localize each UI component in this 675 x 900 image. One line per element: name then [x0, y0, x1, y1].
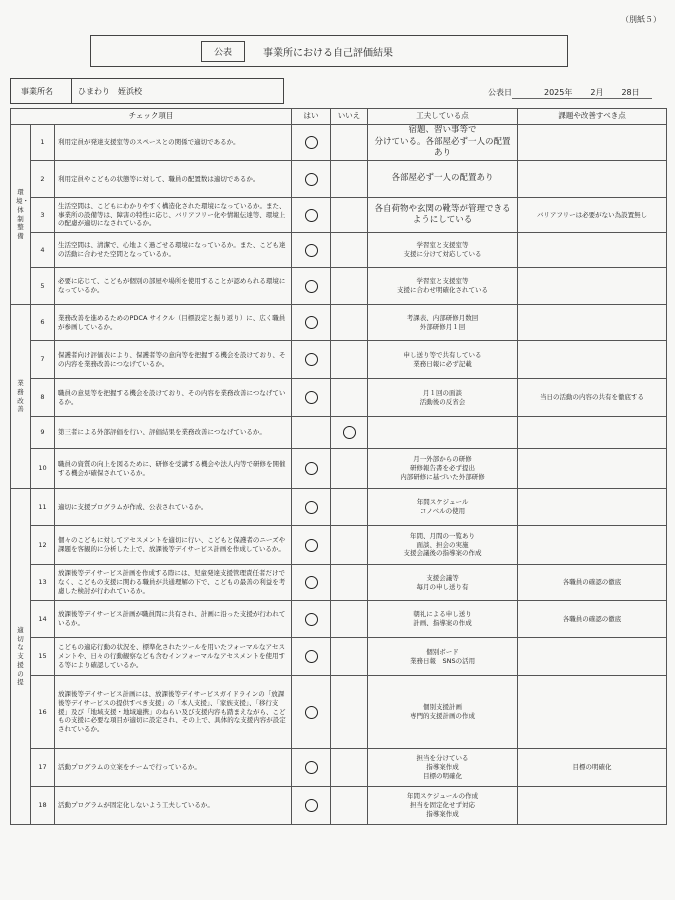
yes-answer: [292, 489, 331, 526]
work-line: 支援会議後の指導案の作成: [403, 549, 482, 558]
table-row: [11, 489, 667, 526]
no-answer: [331, 417, 368, 449]
issue-text: [518, 268, 667, 305]
circle-mark: [305, 761, 318, 774]
no-answer: [331, 198, 368, 233]
circle-mark: [305, 391, 318, 404]
circle-mark: [305, 353, 318, 366]
table-row: [11, 379, 667, 417]
circle-mark: [305, 576, 318, 589]
check-item-text: こどもの適応行動の状況を、標準化されたツールを用いたフォーマルなアセスメントや、日々の行動観察なども含むインフォーマルなアセスメントを使用する等により確認しているか。: [55, 638, 292, 676]
yes-answer: [292, 638, 331, 676]
check-item-text: 活動プログラムが固定化しないよう工夫しているか。: [55, 787, 292, 825]
evaluation-table: [10, 108, 667, 825]
work-line: 朝礼による申し送り: [413, 610, 472, 619]
no-answer: [331, 125, 368, 161]
issue-text: [518, 489, 667, 526]
work-line: 指導案作成: [426, 763, 459, 772]
item-number: 3: [31, 198, 55, 233]
circle-mark: [305, 173, 318, 186]
issue-text: [518, 341, 667, 379]
header-work: 工夫している点: [368, 109, 518, 125]
no-answer: [331, 749, 368, 787]
work-points: [368, 676, 518, 749]
check-item-text: 活動プログラムの立案をチームで行っているか。: [55, 749, 292, 787]
no-answer: [331, 526, 368, 565]
no-answer: [331, 233, 368, 268]
work-line: 支援に合わせ明確化されている: [397, 286, 489, 294]
category-label: [11, 125, 31, 305]
work-line: 目標の明確化: [423, 771, 463, 780]
work-line: 考課表、内部研修月数回: [406, 313, 479, 322]
yes-answer: [292, 341, 331, 379]
table-row: [11, 198, 667, 233]
table-row: [11, 233, 667, 268]
item-number: 5: [31, 268, 55, 305]
issue-text: [518, 787, 667, 825]
yes-answer: [292, 565, 331, 601]
work-line: 外部研修月１回: [419, 322, 466, 331]
work-line: 年間スケジュールの作成: [406, 792, 479, 801]
work-line: 活動後の反省会: [419, 397, 466, 406]
issue-text: バリアフリーは必要がない為設置無し: [518, 198, 667, 233]
issue-text: [518, 526, 667, 565]
check-item-text: 職員の意見等を把握する機会を設けており、その内容を業務改善につなげているか。: [55, 379, 292, 417]
table-row: [11, 638, 667, 676]
work-points: [368, 417, 518, 449]
no-answer: [331, 161, 368, 198]
title-box: [90, 35, 568, 67]
item-number: 7: [31, 341, 55, 379]
work-points: [368, 305, 518, 341]
work-line: 個別支援計画: [423, 703, 463, 712]
work-line: 業務日報 SNSの活用: [409, 656, 476, 665]
item-number: 17: [31, 749, 55, 787]
circle-mark: [305, 501, 318, 514]
work-line: 研修報告書を必ず提出: [410, 464, 476, 473]
no-answer: [331, 379, 368, 417]
issue-text: [518, 638, 667, 676]
no-answer: [331, 787, 368, 825]
no-answer: [331, 268, 368, 305]
yes-answer: [292, 787, 331, 825]
work-points: [368, 449, 518, 489]
work-line: 月一外部からの研修: [413, 455, 472, 464]
page-title: 事業所における自己評価結果: [263, 47, 394, 59]
work-line: 年間スケジュール: [416, 498, 469, 507]
work-points: [368, 198, 518, 233]
check-item-text: 生活空間は、清潔で、心地よく過ごせる環境になっているか。また、こども達の活動に合わせた空間となっているか。: [55, 233, 292, 268]
circle-mark: [305, 209, 318, 222]
circle-mark: [305, 462, 318, 475]
item-number: 15: [31, 638, 55, 676]
circle-mark: [305, 244, 318, 257]
issue-text: 当日の活動の内容の共有を徹底する: [518, 379, 667, 417]
item-number: 9: [31, 417, 55, 449]
work-points: [368, 161, 518, 198]
office-name: ひまわり 姪浜校: [78, 86, 142, 96]
issue-text: [518, 161, 667, 198]
table-row: [11, 676, 667, 749]
no-answer: [331, 638, 368, 676]
issue-text: [518, 676, 667, 749]
table-body: [11, 125, 667, 825]
pubdate-month: 2月: [590, 88, 604, 97]
work-line: 担当を分けている: [416, 754, 469, 763]
table-row: [11, 565, 667, 601]
work-line: 申し送り等で共有している: [403, 350, 482, 359]
no-answer: [331, 489, 368, 526]
no-answer: [331, 601, 368, 638]
work-line: 面談、担会の実施: [416, 540, 469, 549]
work-points: [368, 526, 518, 565]
circle-mark: [305, 136, 318, 149]
issue-text: [518, 233, 667, 268]
table-row: [11, 417, 667, 449]
issue-text: 各職員の確認の徹底: [518, 565, 667, 601]
issue-text: [518, 417, 667, 449]
table-row: [11, 125, 667, 161]
office-box: [10, 78, 284, 104]
work-line: コノベルの使用: [419, 507, 466, 515]
item-number: 8: [31, 379, 55, 417]
item-number: 2: [31, 161, 55, 198]
check-item-text: 利用定員やこどもの状態等に対して、職員の配置数は適切であるか。: [55, 161, 292, 198]
issue-text: [518, 305, 667, 341]
circle-mark: [305, 280, 318, 293]
work-line: 業務日報に必ず記載: [413, 359, 472, 368]
no-answer: [331, 449, 368, 489]
table-row: [11, 161, 667, 198]
item-number: 6: [31, 305, 55, 341]
table-row: [11, 749, 667, 787]
check-item-text: 第三者による外部評価を行い、評価結果を業務改善につなげているか。: [55, 417, 292, 449]
issue-text: [518, 125, 667, 161]
work-line: 支援会議等: [426, 573, 459, 582]
attachment-label: （別紙５）: [621, 15, 661, 24]
header-check: チェック項目: [11, 109, 292, 125]
circle-mark: [305, 650, 318, 663]
table-row: [11, 268, 667, 305]
issue-text: 目標の明確化: [518, 749, 667, 787]
check-item-text: 適切に支援プログラムが作成、公表されているか。: [55, 489, 292, 526]
item-number: 13: [31, 565, 55, 601]
work-line: 学習室と支援室等: [416, 241, 469, 250]
table-row: [11, 526, 667, 565]
circle-mark: [305, 706, 318, 719]
check-item-text: 放課後等デイサービス計画には、放課後等デイサービスガイドラインの「放課後等デイサービスの提供すべき支援」の「本人支援」、「家族支援」、「移行支援」及び「地域支援・地域連携」のねらい及び支援内容も踏まえながら、こどもの支援に必要な項目が適切に設定され、その上で、具体的な支援内容が設定されているか。: [55, 676, 292, 749]
check-item-text: 放課後等デイサービス計画が職員間に共有され、計画に沿った支援が行われているか。: [55, 601, 292, 638]
category-text: 業務改善: [17, 378, 24, 414]
table-row: [11, 449, 667, 489]
work-line: 分けている。各部屋必ず一人の配置あり: [374, 136, 511, 159]
yes-answer: [292, 233, 331, 268]
category-label: [11, 305, 31, 489]
header-issue: 課題や改善すべき点: [518, 109, 667, 125]
item-number: 16: [31, 676, 55, 749]
item-number: 18: [31, 787, 55, 825]
work-line: 月１回の面談: [423, 388, 463, 397]
work-line: 支援に分けて対応している: [403, 250, 482, 258]
work-points: [368, 125, 518, 161]
pubdate-year: 2025年: [544, 88, 573, 97]
circle-mark: [305, 316, 318, 329]
yes-answer: [292, 417, 331, 449]
circle-mark: [305, 539, 318, 552]
work-line: 専門的支援計画の作成: [410, 712, 476, 720]
item-number: 1: [31, 125, 55, 161]
table-row: [11, 601, 667, 638]
work-line: 年間、月間の一覧あり: [410, 531, 476, 540]
table-row: [11, 787, 667, 825]
yes-answer: [292, 749, 331, 787]
item-number: 10: [31, 449, 55, 489]
yes-answer: [292, 449, 331, 489]
work-line: 学習室と支援室等: [416, 277, 469, 286]
table-row: [11, 305, 667, 341]
work-line: 指導案作成: [426, 809, 459, 818]
header-no: いいえ: [331, 109, 368, 125]
work-line: 担当を固定化せず対応: [410, 801, 476, 810]
check-item-text: 利用定員が発達支援室等のスペースとの関係で適切であるか。: [55, 125, 292, 161]
check-item-text: 放課後等デイサービス計画を作成する際には、児童発達支援管理責任者だけでなく、こどもの支援に関わる職員が共通理解の下で、こどもの最善の利益を考慮した検討が行われているか。: [55, 565, 292, 601]
yes-answer: [292, 601, 331, 638]
office-label: 事業所名: [11, 79, 72, 103]
work-points: [368, 638, 518, 676]
work-points: [368, 268, 518, 305]
category-label: [11, 489, 31, 825]
item-number: 12: [31, 526, 55, 565]
item-number: 14: [31, 601, 55, 638]
check-item-text: 必要に応じて、こどもが個別の部屋や場所を使用することが認められる環境になっているか。: [55, 268, 292, 305]
work-line: 個別ボード: [426, 647, 459, 656]
work-points: [368, 379, 518, 417]
yes-answer: [292, 526, 331, 565]
work-line: 各部屋必ず一人の配置あり: [391, 173, 494, 184]
work-line: 宿題、習い事等で: [408, 125, 477, 136]
yes-answer: [292, 198, 331, 233]
no-answer: [331, 341, 368, 379]
pubdate-label: 公表日: [488, 88, 512, 97]
header-yes: はい: [292, 109, 331, 125]
check-item-text: 職員の資質の向上を図るために、研修を受講する機会や法人内等で研修を開催する機会が確保されているか。: [55, 449, 292, 489]
check-item-text: 個々のこどもに対してアセスメントを適切に行い、こどもと保護者のニーズや課題を客観的に分析した上で、放課後等デイサービス計画を作成しているか。: [55, 526, 292, 565]
work-points: [368, 601, 518, 638]
yes-answer: [292, 161, 331, 198]
work-points: [368, 787, 518, 825]
work-points: [368, 749, 518, 787]
circle-mark: [343, 426, 356, 439]
category-text: 環境・体制整備: [16, 188, 29, 241]
no-answer: [331, 565, 368, 601]
table-row: [11, 341, 667, 379]
no-answer: [331, 305, 368, 341]
check-item-text: 生活空間は、こどもにわかりやすく構造化された環境になっているか。また、事業所の設備等は、障害の特性に応じ、バリアフリー化や情報伝達等、環境上の配慮が適切になされているか。: [55, 198, 292, 233]
check-item-text: 業務改善を進めるためのPDCA サイクル（目標設定と振り返り）に、広く職員が参画しているか。: [55, 305, 292, 341]
work-points: [368, 565, 518, 601]
issue-text: [518, 449, 667, 489]
circle-mark: [305, 799, 318, 812]
item-number: 4: [31, 233, 55, 268]
yes-answer: [292, 268, 331, 305]
no-answer: [331, 676, 368, 749]
pubdate-day: 28日: [621, 88, 640, 97]
work-points: [368, 233, 518, 268]
yes-answer: [292, 125, 331, 161]
work-line: 内部研修に基づいた外部研修: [400, 472, 485, 481]
yes-answer: [292, 379, 331, 417]
check-item-text: 保護者向け評価表により、保護者等の意向等を把握する機会を設けており、その内容を業務改善につなげているか。: [55, 341, 292, 379]
publication-tag: 公表: [201, 41, 245, 62]
work-line: 毎月の申し送り有: [416, 582, 469, 591]
category-text: 適切な支援の提: [17, 625, 24, 687]
yes-answer: [292, 676, 331, 749]
publication-date: [488, 87, 652, 99]
work-line: 各自荷物や玄関の靴等が管理できるようにしている: [374, 203, 511, 225]
work-points: [368, 341, 518, 379]
issue-text: 各職員の確認の徹底: [518, 601, 667, 638]
yes-answer: [292, 305, 331, 341]
item-number: 11: [31, 489, 55, 526]
work-line: 計画、指導案の作成: [413, 619, 472, 627]
work-points: [368, 489, 518, 526]
circle-mark: [305, 613, 318, 626]
